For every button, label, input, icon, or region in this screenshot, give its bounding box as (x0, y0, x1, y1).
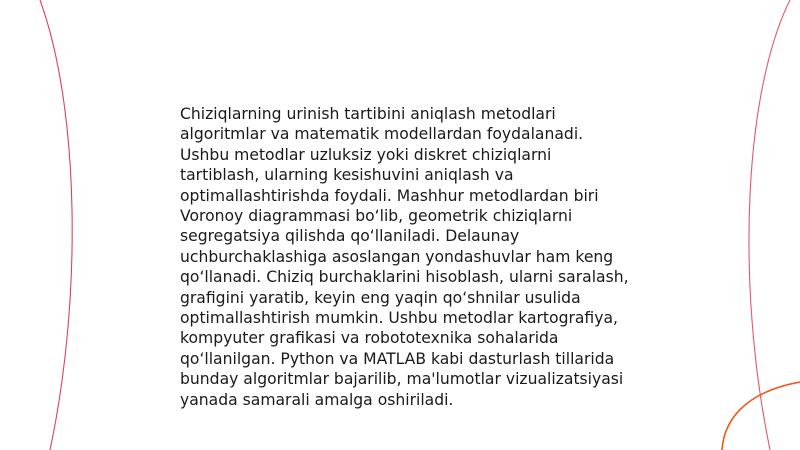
orange-arc-line (722, 382, 800, 450)
body-paragraph: Chiziqlarning urinish tartibini aniqlash metodlari algoritmlar va matematik modellardan foydalanadi. Ushbu metodlar uzluksiz yoki diskret chiziqlarni tartiblash, ularning kesishuvini aniqlash va optimallashtirishda foydali. Mashhur metodlardan biri Voronoy diagrammasi bo‘lib, geometrik chiziqlarni segregatsiya qilishda qo‘llaniladi. Delaunay uchburchaklashiga asoslangan yondashuvlar ham keng qo‘llanadi. Chiziq burchaklarini hisoblash, ularni saralash, grafigini yaratib, keyin eng yaqin qo‘shnilar usulida optimallashtirish mumkin. Ushbu metodlar kartografiya, kompyuter grafikasi va robototexnika sohalarida qo‘llanilgan. Python va MATLAB kabi dasturlash tillarida bunday algoritmlar bajarilib, ma'lumotlar vizualizatsiyasi yanada samarali amalga oshiriladi. (180, 105, 629, 409)
right-arc-line (749, 0, 790, 450)
left-arc-line (40, 0, 72, 450)
